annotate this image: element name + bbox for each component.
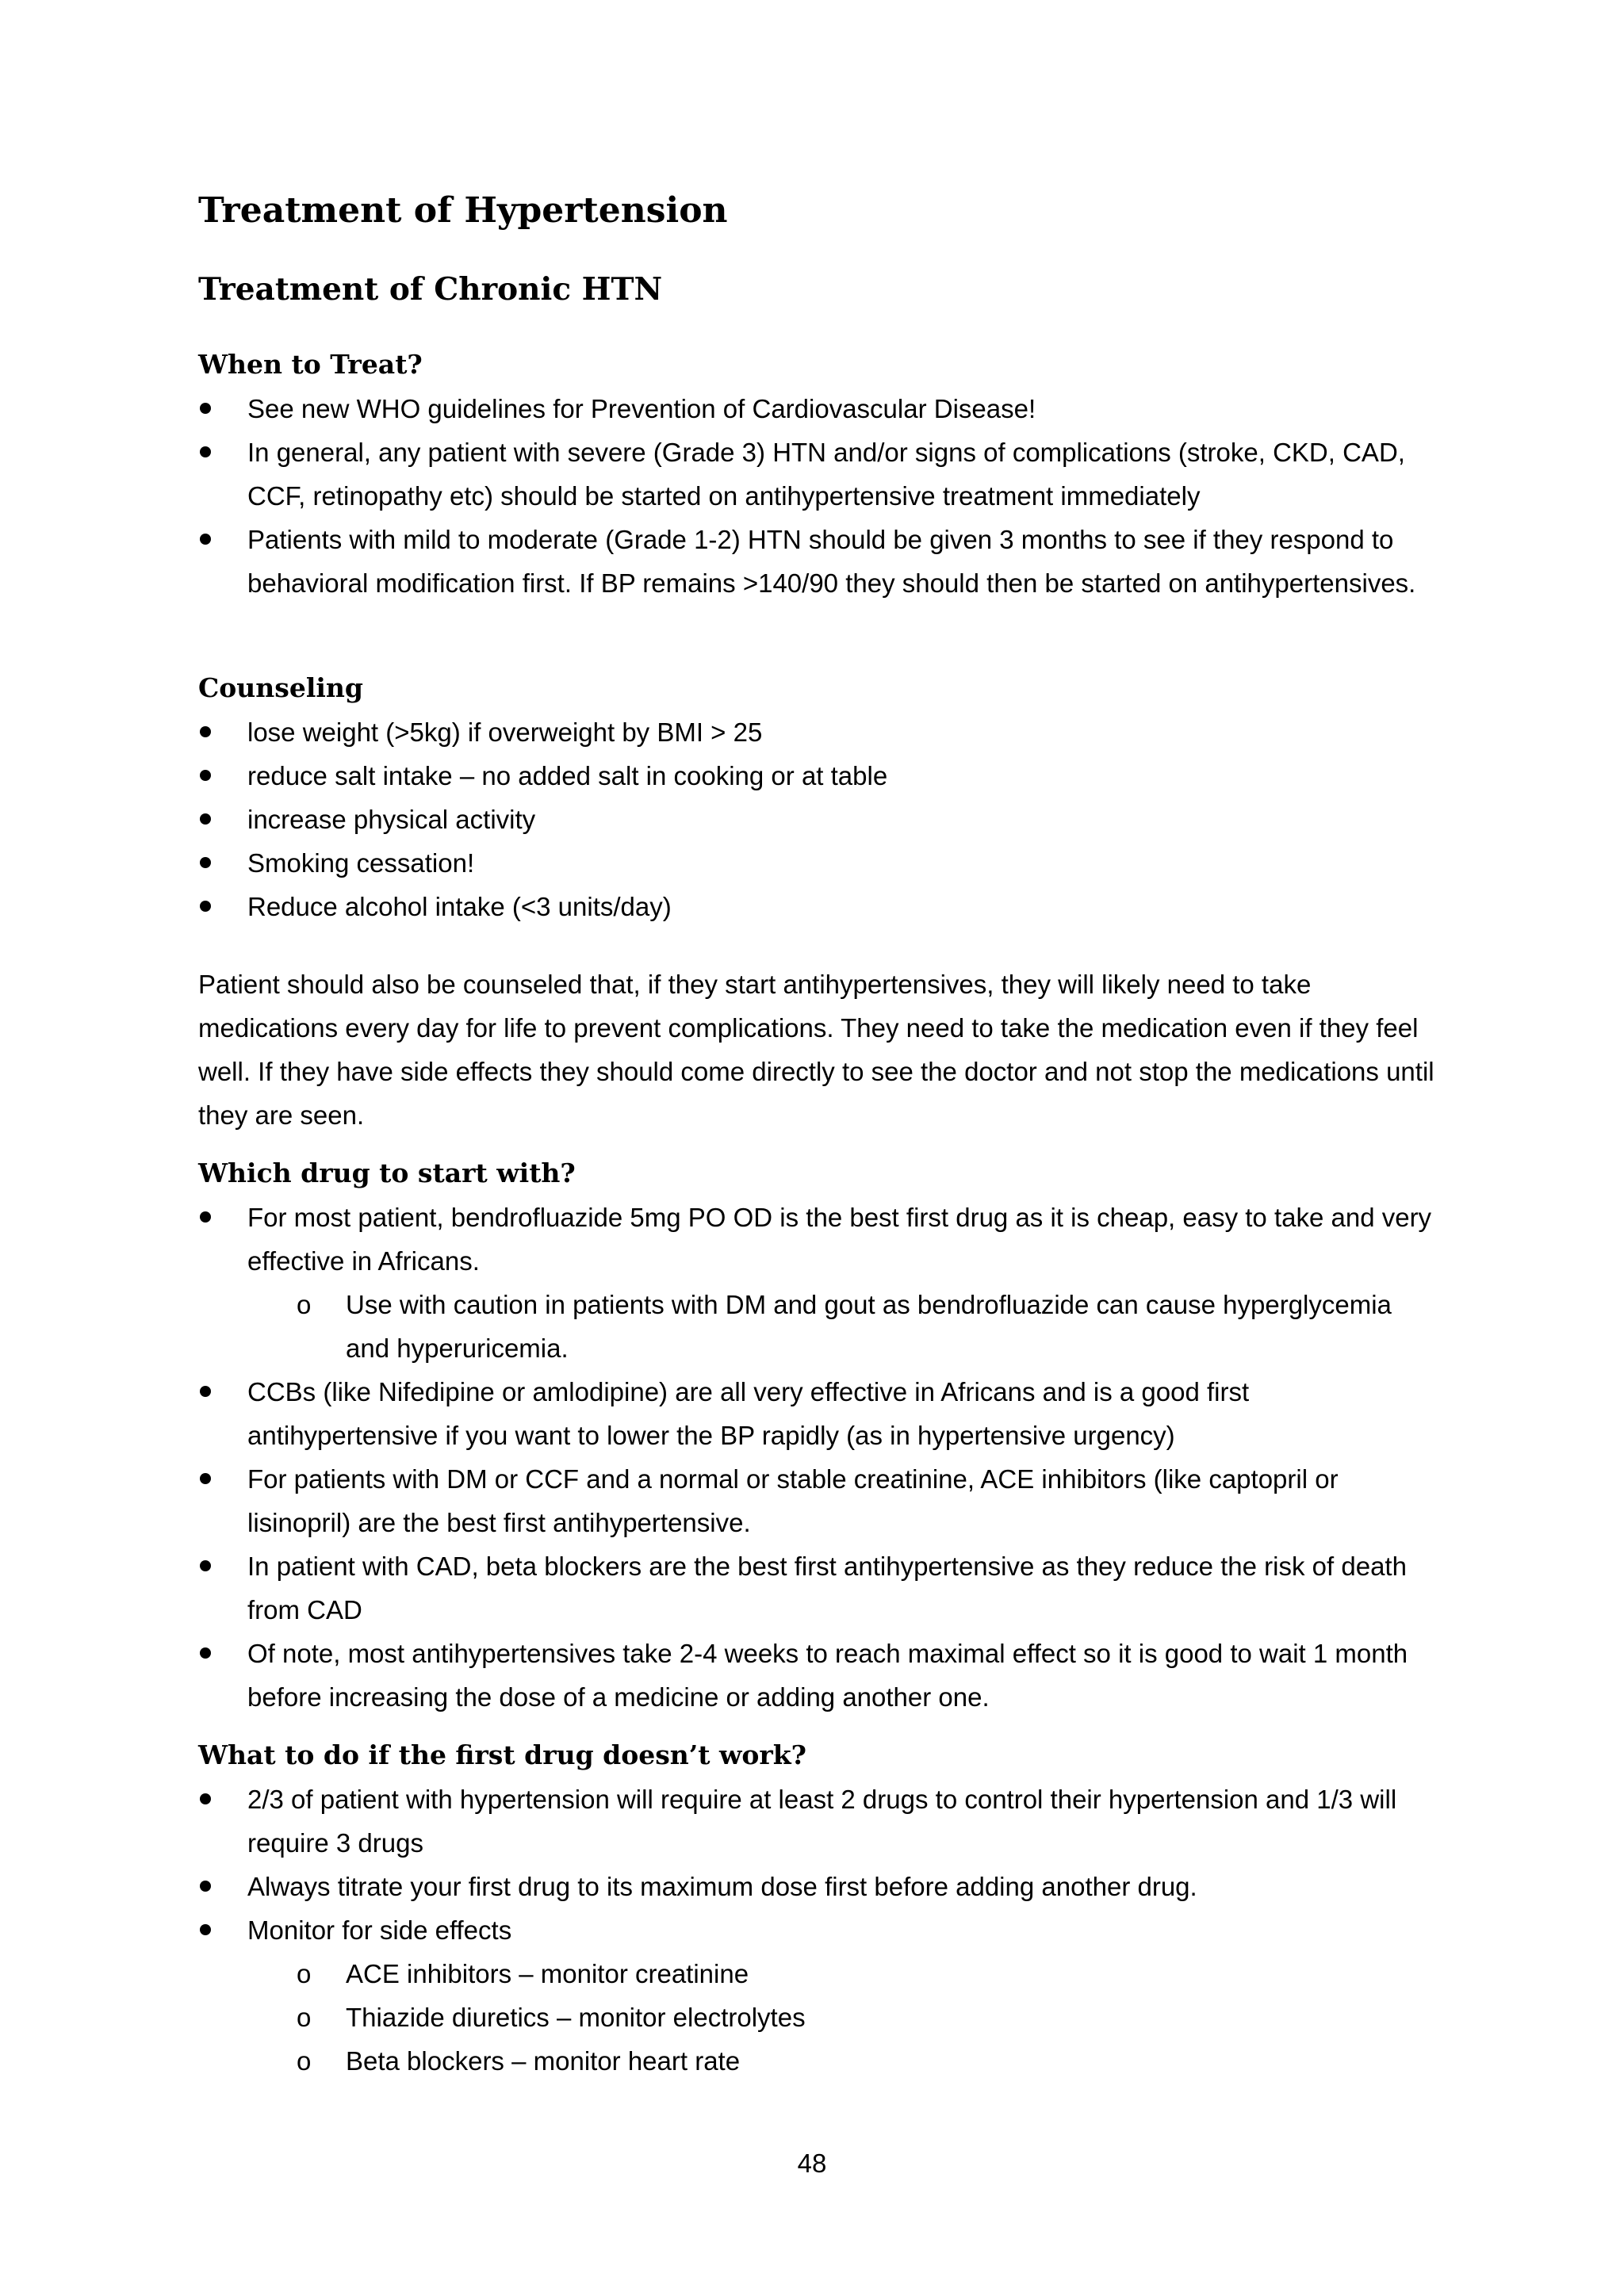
sub-list-item: o Thiazide diuretics – monitor electrolytes bbox=[198, 1996, 1435, 2039]
bullet-icon bbox=[200, 403, 211, 414]
list-item: lose weight (>5kg) if overweight by BMI > 25 bbox=[198, 710, 1435, 754]
bullet-icon bbox=[200, 857, 211, 868]
sub-list-item: o Use with caution in patients with DM and gout as bendrofluazide can cause hyperglycemia and hyperuricemia. bbox=[198, 1283, 1435, 1370]
bullet-icon bbox=[200, 1211, 211, 1223]
bullet-icon bbox=[200, 1560, 211, 1571]
first-drug-fail-list bbox=[198, 1777, 1435, 1952]
bullet-icon bbox=[200, 813, 211, 825]
which-drug-list bbox=[198, 1196, 1435, 1283]
sub-list-item: o Beta blockers – monitor heart rate bbox=[198, 2039, 1435, 2083]
bullet-icon bbox=[200, 901, 211, 912]
bullet-icon bbox=[200, 726, 211, 737]
bullet-icon bbox=[200, 1386, 211, 1397]
circle-bullet-icon: o bbox=[297, 1290, 312, 1320]
when-to-treat-section bbox=[198, 349, 1435, 605]
list-item: Always titrate your first drug to its maximum dose first before adding another drug. bbox=[198, 1865, 1435, 1908]
list-item: Patients with mild to moderate (Grade 1-2) HTN should be given 3 months to see if they respond to behavioral modification first. If BP remains >140/90 they should then be started on antihypertensives. bbox=[198, 518, 1435, 605]
bullet-icon bbox=[200, 1473, 211, 1484]
which-drug-heading: Which drug to start with? bbox=[198, 1158, 576, 1188]
counseling-section bbox=[198, 672, 1435, 928]
bullet-icon bbox=[200, 1924, 211, 1935]
counseling-heading: Counseling bbox=[198, 672, 363, 703]
counseling-paragraph: Patient should also be counseled that, if they start antihypertensives, they will likely need to take medications every day for life to prevent complications. They need to take the medication even if they feel well. If they have side effects they should come directly to see the doctor and not stop the medications until they are seen. bbox=[198, 970, 1434, 1130]
bullet-icon bbox=[200, 1647, 211, 1659]
when-to-treat-list bbox=[198, 387, 1435, 605]
page-number: 48 bbox=[797, 2149, 827, 2178]
which-drug-section bbox=[198, 1158, 1435, 1719]
list-item: 2/3 of patient with hypertension will require at least 2 drugs to control their hypertension and 1/3 will require 3 drugs bbox=[198, 1777, 1435, 1865]
which-drug-sublist bbox=[198, 1283, 1435, 1370]
circle-bullet-icon: o bbox=[297, 2003, 312, 2033]
side-effects-sublist bbox=[198, 1952, 1435, 2083]
bullet-icon bbox=[200, 534, 211, 545]
list-item: Smoking cessation! bbox=[198, 841, 1435, 885]
list-item: Of note, most antihypertensives take 2-4 weeks to reach maximal effect so it is good to wait 1 month before increasing the dose of a medicine or adding another one. bbox=[198, 1632, 1435, 1719]
list-item: CCBs (like Nifedipine or amlodipine) are all very effective in Africans and is a good first antihypertensive if you want to lower the BP rapidly (as in hypertensive urgency) bbox=[198, 1370, 1435, 1457]
bullet-icon bbox=[200, 770, 211, 781]
list-item: For patients with DM or CCF and a normal or stable creatinine, ACE inhibitors (like captopril or lisinopril) are the best first antihypertensive. bbox=[198, 1457, 1435, 1544]
list-item: For most patient, bendrofluazide 5mg PO OD is the best first drug as it is cheap, easy to take and very effective in Africans. bbox=[198, 1196, 1435, 1283]
section-title: Treatment of Chronic HTN bbox=[198, 271, 663, 308]
list-item: In patient with CAD, beta blockers are the best first antihypertensive as they reduce the risk of death from CAD bbox=[198, 1544, 1435, 1632]
when-to-treat-heading: When to Treat? bbox=[198, 349, 423, 380]
circle-bullet-icon: o bbox=[297, 2046, 312, 2076]
counseling-list bbox=[198, 710, 1435, 928]
document-title: Treatment of Hypertension bbox=[198, 190, 728, 231]
sub-list-item: o ACE inhibitors – monitor creatinine bbox=[198, 1952, 1435, 1996]
bullet-icon bbox=[200, 446, 211, 457]
list-item: In general, any patient with severe (Grade 3) HTN and/or signs of complications (stroke, CKD, CAD, CCF, retinopathy etc) should be started on antihypertensive treatment immediately bbox=[198, 430, 1435, 518]
first-drug-fail-heading: What to do if the first drug doesn’t work? bbox=[198, 1739, 807, 1770]
bullet-icon bbox=[200, 1793, 211, 1804]
list-item: reduce salt intake – no added salt in cooking or at table bbox=[198, 754, 1435, 798]
bullet-icon bbox=[200, 1881, 211, 1892]
list-item: See new WHO guidelines for Prevention of Cardiovascular Disease! bbox=[198, 387, 1435, 430]
list-item: Monitor for side effects bbox=[198, 1908, 1435, 1952]
first-drug-fail-section bbox=[198, 1739, 1435, 2083]
list-item: Reduce alcohol intake (<3 units/day) bbox=[198, 885, 1435, 928]
list-item: increase physical activity bbox=[198, 798, 1435, 841]
which-drug-list-continued bbox=[198, 1370, 1435, 1719]
circle-bullet-icon: o bbox=[297, 1959, 312, 1989]
